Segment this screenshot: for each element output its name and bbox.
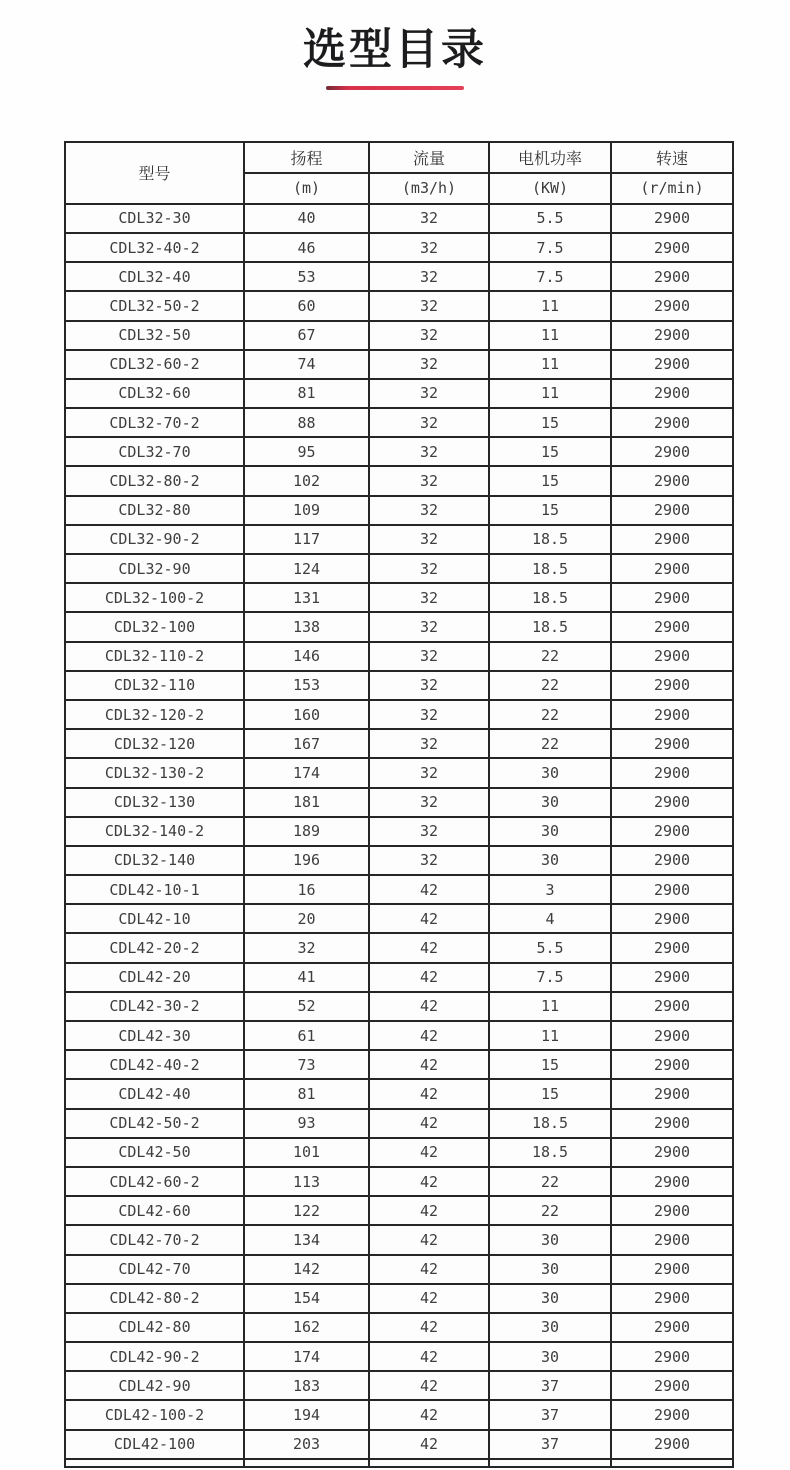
cell-power-kw: 11 (489, 291, 611, 320)
cell-flow-m3h: 42 (369, 963, 489, 992)
table-row (65, 1400, 733, 1429)
cell-power-kw: 11 (489, 1021, 611, 1050)
table-row (65, 612, 733, 641)
cell-empty (369, 1459, 489, 1467)
cell-power-kw: 11 (489, 992, 611, 1021)
cell-power-kw: 30 (489, 1342, 611, 1371)
cell-model: CDL32-120 (65, 729, 244, 758)
table-row (65, 1371, 733, 1400)
cell-model: CDL42-40 (65, 1079, 244, 1108)
cell-flow-m3h: 32 (369, 321, 489, 350)
table-row (65, 1342, 733, 1371)
pump-selection-table (64, 141, 734, 1468)
cell-power-kw: 7.5 (489, 963, 611, 992)
cell-flow-m3h: 32 (369, 758, 489, 787)
cell-power-kw: 30 (489, 788, 611, 817)
cell-model: CDL42-70 (65, 1255, 244, 1284)
cell-head-m: 189 (244, 817, 369, 846)
cell-head-m: 203 (244, 1430, 369, 1459)
table-row (65, 1430, 733, 1459)
cell-model: CDL32-90 (65, 554, 244, 583)
cell-model: CDL32-40-2 (65, 233, 244, 262)
cell-model: CDL32-60 (65, 379, 244, 408)
cell-model: CDL42-10-1 (65, 875, 244, 904)
table-header (65, 142, 733, 204)
table-row (65, 1225, 733, 1254)
cell-head-m: 160 (244, 700, 369, 729)
title-block (0, 0, 790, 90)
cell-flow-m3h: 32 (369, 583, 489, 612)
cell-model: CDL42-10 (65, 904, 244, 933)
cell-flow-m3h: 32 (369, 233, 489, 262)
cell-power-kw: 22 (489, 671, 611, 700)
cell-power-kw: 15 (489, 496, 611, 525)
cell-power-kw: 30 (489, 817, 611, 846)
cell-head-m: 194 (244, 1400, 369, 1429)
cell-head-m: 131 (244, 583, 369, 612)
cell-model: CDL42-50-2 (65, 1109, 244, 1138)
cell-flow-m3h: 32 (369, 846, 489, 875)
cell-power-kw: 18.5 (489, 525, 611, 554)
cell-head-m: 174 (244, 758, 369, 787)
table-row (65, 1284, 733, 1313)
cell-model: CDL42-20-2 (65, 933, 244, 962)
cell-flow-m3h: 42 (369, 992, 489, 1021)
table-row (65, 1196, 733, 1225)
cell-flow-m3h: 32 (369, 612, 489, 641)
cell-flow-m3h: 32 (369, 525, 489, 554)
cell-speed-rpm: 2900 (611, 1313, 733, 1342)
cell-power-kw: 4 (489, 904, 611, 933)
cell-power-kw: 18.5 (489, 554, 611, 583)
cell-model: CDL32-90-2 (65, 525, 244, 554)
column-header-speed: 转速 (611, 142, 733, 173)
cell-flow-m3h: 42 (369, 1021, 489, 1050)
cell-head-m: 101 (244, 1138, 369, 1167)
cell-head-m: 113 (244, 1167, 369, 1196)
cell-power-kw: 37 (489, 1430, 611, 1459)
cell-speed-rpm: 2900 (611, 1284, 733, 1313)
cell-head-m: 153 (244, 671, 369, 700)
cell-head-m: 117 (244, 525, 369, 554)
table-row (65, 963, 733, 992)
cell-model: CDL42-50 (65, 1138, 244, 1167)
cell-power-kw: 18.5 (489, 1138, 611, 1167)
column-unit-flow: (m3/h) (369, 173, 489, 204)
cell-flow-m3h: 32 (369, 642, 489, 671)
column-unit-power: (KW) (489, 173, 611, 204)
cell-power-kw: 5.5 (489, 204, 611, 233)
table-row (65, 204, 733, 233)
table-row (65, 817, 733, 846)
table-row (65, 233, 733, 262)
cell-head-m: 88 (244, 408, 369, 437)
cell-flow-m3h: 42 (369, 1342, 489, 1371)
cell-power-kw: 15 (489, 408, 611, 437)
cell-flow-m3h: 42 (369, 1225, 489, 1254)
cell-speed-rpm: 2900 (611, 846, 733, 875)
cell-model: CDL32-100-2 (65, 583, 244, 612)
cell-power-kw: 22 (489, 642, 611, 671)
table-row (65, 1021, 733, 1050)
cell-flow-m3h: 42 (369, 1400, 489, 1429)
cell-speed-rpm: 2900 (611, 817, 733, 846)
cell-head-m: 183 (244, 1371, 369, 1400)
cell-flow-m3h: 32 (369, 408, 489, 437)
table-row (65, 700, 733, 729)
column-unit-head: (m) (244, 173, 369, 204)
cell-head-m: 134 (244, 1225, 369, 1254)
table-row (65, 525, 733, 554)
cell-speed-rpm: 2900 (611, 204, 733, 233)
cell-model: CDL42-30-2 (65, 992, 244, 1021)
table-row (65, 788, 733, 817)
cell-model: CDL42-40-2 (65, 1050, 244, 1079)
table-row (65, 408, 733, 437)
cell-model: CDL42-100-2 (65, 1400, 244, 1429)
cell-head-m: 60 (244, 291, 369, 320)
title-underline-accent (326, 86, 464, 90)
cell-head-m: 167 (244, 729, 369, 758)
cell-head-m: 32 (244, 933, 369, 962)
table-row (65, 1167, 733, 1196)
cell-model: CDL32-130-2 (65, 758, 244, 787)
table-row (65, 875, 733, 904)
cell-speed-rpm: 2900 (611, 233, 733, 262)
cell-model: CDL42-60 (65, 1196, 244, 1225)
cell-speed-rpm: 2900 (611, 496, 733, 525)
cell-speed-rpm: 2900 (611, 1021, 733, 1050)
cell-head-m: 142 (244, 1255, 369, 1284)
cell-flow-m3h: 32 (369, 350, 489, 379)
cell-power-kw: 22 (489, 1196, 611, 1225)
cell-power-kw: 30 (489, 846, 611, 875)
cell-model: CDL32-140-2 (65, 817, 244, 846)
table-row (65, 496, 733, 525)
cell-head-m: 95 (244, 437, 369, 466)
cell-power-kw: 15 (489, 1050, 611, 1079)
cell-power-kw: 15 (489, 437, 611, 466)
cell-flow-m3h: 32 (369, 496, 489, 525)
cell-head-m: 73 (244, 1050, 369, 1079)
column-header-power: 电机功率 (489, 142, 611, 173)
cell-power-kw: 15 (489, 1079, 611, 1108)
cell-speed-rpm: 2900 (611, 875, 733, 904)
cell-head-m: 122 (244, 1196, 369, 1225)
table-row (65, 1050, 733, 1079)
cell-speed-rpm: 2900 (611, 904, 733, 933)
cell-flow-m3h: 42 (369, 1138, 489, 1167)
cell-head-m: 67 (244, 321, 369, 350)
cell-flow-m3h: 42 (369, 875, 489, 904)
cell-flow-m3h: 42 (369, 1079, 489, 1108)
cell-power-kw: 3 (489, 875, 611, 904)
cell-flow-m3h: 32 (369, 554, 489, 583)
cell-head-m: 162 (244, 1313, 369, 1342)
cell-head-m: 16 (244, 875, 369, 904)
cell-speed-rpm: 2900 (611, 1079, 733, 1108)
column-header-head: 扬程 (244, 142, 369, 173)
cell-flow-m3h: 32 (369, 204, 489, 233)
cell-empty (244, 1459, 369, 1467)
cell-model: CDL32-50 (65, 321, 244, 350)
cell-power-kw: 30 (489, 1225, 611, 1254)
cell-head-m: 102 (244, 466, 369, 495)
cell-speed-rpm: 2900 (611, 350, 733, 379)
table-row (65, 350, 733, 379)
table-row (65, 291, 733, 320)
cell-head-m: 138 (244, 612, 369, 641)
cell-speed-rpm: 2900 (611, 291, 733, 320)
cell-power-kw: 18.5 (489, 612, 611, 641)
cell-flow-m3h: 32 (369, 379, 489, 408)
cell-speed-rpm: 2900 (611, 788, 733, 817)
cell-head-m: 196 (244, 846, 369, 875)
cell-flow-m3h: 42 (369, 933, 489, 962)
cell-flow-m3h: 32 (369, 729, 489, 758)
cell-flow-m3h: 42 (369, 1109, 489, 1138)
cell-model: CDL32-80 (65, 496, 244, 525)
table-row (65, 379, 733, 408)
cell-speed-rpm: 2900 (611, 408, 733, 437)
cell-model: CDL32-120-2 (65, 700, 244, 729)
cell-model: CDL32-110-2 (65, 642, 244, 671)
table-row (65, 1313, 733, 1342)
cell-power-kw: 22 (489, 1167, 611, 1196)
table-row (65, 846, 733, 875)
cell-power-kw: 30 (489, 1284, 611, 1313)
cell-model: CDL32-30 (65, 204, 244, 233)
cell-flow-m3h: 32 (369, 788, 489, 817)
cell-speed-rpm: 2900 (611, 1196, 733, 1225)
cell-head-m: 41 (244, 963, 369, 992)
page-title: 选型目录 (303, 25, 487, 75)
cell-speed-rpm: 2900 (611, 671, 733, 700)
cell-flow-m3h: 42 (369, 1430, 489, 1459)
cell-head-m: 124 (244, 554, 369, 583)
table-row (65, 554, 733, 583)
cell-speed-rpm: 2900 (611, 992, 733, 1021)
cell-model: CDL42-100 (65, 1430, 244, 1459)
cell-model: CDL32-50-2 (65, 291, 244, 320)
cell-speed-rpm: 2900 (611, 700, 733, 729)
cell-speed-rpm: 2900 (611, 583, 733, 612)
cell-speed-rpm: 2900 (611, 758, 733, 787)
cell-model: CDL32-130 (65, 788, 244, 817)
cell-empty (65, 1459, 244, 1467)
cell-speed-rpm: 2900 (611, 1050, 733, 1079)
table-row (65, 642, 733, 671)
cell-flow-m3h: 42 (369, 1196, 489, 1225)
table-row (65, 1109, 733, 1138)
cell-flow-m3h: 42 (369, 904, 489, 933)
cell-model: CDL32-80-2 (65, 466, 244, 495)
cell-speed-rpm: 2900 (611, 1225, 733, 1254)
cell-model: CDL32-40 (65, 262, 244, 291)
cell-speed-rpm: 2900 (611, 963, 733, 992)
cell-model: CDL42-20 (65, 963, 244, 992)
cell-model: CDL42-90-2 (65, 1342, 244, 1371)
cell-speed-rpm: 2900 (611, 554, 733, 583)
table-row (65, 1138, 733, 1167)
table-row (65, 992, 733, 1021)
cell-flow-m3h: 32 (369, 700, 489, 729)
cell-speed-rpm: 2900 (611, 1138, 733, 1167)
cell-power-kw: 30 (489, 1255, 611, 1284)
cell-power-kw: 18.5 (489, 583, 611, 612)
cell-speed-rpm: 2900 (611, 379, 733, 408)
cell-speed-rpm: 2900 (611, 437, 733, 466)
cell-head-m: 61 (244, 1021, 369, 1050)
cell-flow-m3h: 42 (369, 1313, 489, 1342)
cell-speed-rpm: 2900 (611, 321, 733, 350)
cell-head-m: 181 (244, 788, 369, 817)
cell-flow-m3h: 32 (369, 671, 489, 700)
cell-flow-m3h: 42 (369, 1284, 489, 1313)
column-header-model: 型号 (65, 142, 244, 204)
cell-speed-rpm: 2900 (611, 262, 733, 291)
cell-empty (611, 1459, 733, 1467)
cell-speed-rpm: 2900 (611, 1342, 733, 1371)
cell-head-m: 81 (244, 379, 369, 408)
cell-speed-rpm: 2900 (611, 1255, 733, 1284)
cell-power-kw: 30 (489, 758, 611, 787)
cell-flow-m3h: 42 (369, 1167, 489, 1196)
cell-power-kw: 11 (489, 321, 611, 350)
cell-power-kw: 37 (489, 1371, 611, 1400)
column-header-flow: 流量 (369, 142, 489, 173)
cell-speed-rpm: 2900 (611, 1400, 733, 1429)
cell-head-m: 93 (244, 1109, 369, 1138)
table-row (65, 933, 733, 962)
cell-power-kw: 7.5 (489, 262, 611, 291)
cell-speed-rpm: 2900 (611, 1371, 733, 1400)
cell-speed-rpm: 2900 (611, 1167, 733, 1196)
cell-power-kw: 22 (489, 729, 611, 758)
cell-speed-rpm: 2900 (611, 1430, 733, 1459)
cell-power-kw: 11 (489, 379, 611, 408)
cell-flow-m3h: 42 (369, 1050, 489, 1079)
cell-power-kw: 7.5 (489, 233, 611, 262)
cell-power-kw: 5.5 (489, 933, 611, 962)
cell-model: CDL32-100 (65, 612, 244, 641)
table-row (65, 262, 733, 291)
cell-head-m: 20 (244, 904, 369, 933)
cell-power-kw: 30 (489, 1313, 611, 1342)
cell-head-m: 174 (244, 1342, 369, 1371)
cell-power-kw: 22 (489, 700, 611, 729)
cell-model: CDL32-140 (65, 846, 244, 875)
cell-speed-rpm: 2900 (611, 1109, 733, 1138)
cell-power-kw: 18.5 (489, 1109, 611, 1138)
table-row (65, 671, 733, 700)
table-row (65, 1079, 733, 1108)
cell-speed-rpm: 2900 (611, 729, 733, 758)
cell-flow-m3h: 42 (369, 1371, 489, 1400)
cell-speed-rpm: 2900 (611, 466, 733, 495)
cell-head-m: 40 (244, 204, 369, 233)
cell-head-m: 109 (244, 496, 369, 525)
cell-power-kw: 15 (489, 466, 611, 495)
cell-model: CDL32-70-2 (65, 408, 244, 437)
table-row (65, 904, 733, 933)
cell-model: CDL42-80-2 (65, 1284, 244, 1313)
cell-head-m: 81 (244, 1079, 369, 1108)
cell-flow-m3h: 32 (369, 437, 489, 466)
header-row-labels (65, 142, 733, 173)
table-row (65, 466, 733, 495)
table-row (65, 1255, 733, 1284)
cell-model: CDL42-30 (65, 1021, 244, 1050)
cell-model: CDL32-60-2 (65, 350, 244, 379)
cell-flow-m3h: 32 (369, 291, 489, 320)
cell-power-kw: 11 (489, 350, 611, 379)
cell-head-m: 74 (244, 350, 369, 379)
table-row (65, 583, 733, 612)
cell-head-m: 154 (244, 1284, 369, 1313)
cell-model: CDL32-110 (65, 671, 244, 700)
cell-head-m: 46 (244, 233, 369, 262)
cell-head-m: 146 (244, 642, 369, 671)
cell-flow-m3h: 32 (369, 262, 489, 291)
cell-model: CDL42-70-2 (65, 1225, 244, 1254)
cell-empty (489, 1459, 611, 1467)
cell-model: CDL42-80 (65, 1313, 244, 1342)
cell-model: CDL42-60-2 (65, 1167, 244, 1196)
table-row (65, 758, 733, 787)
column-unit-speed: (r/min) (611, 173, 733, 204)
cell-speed-rpm: 2900 (611, 612, 733, 641)
cell-power-kw: 37 (489, 1400, 611, 1429)
cell-head-m: 53 (244, 262, 369, 291)
cell-flow-m3h: 32 (369, 466, 489, 495)
cell-model: CDL42-90 (65, 1371, 244, 1400)
table-row (65, 437, 733, 466)
cell-speed-rpm: 2900 (611, 525, 733, 554)
table-row (65, 321, 733, 350)
cell-speed-rpm: 2900 (611, 933, 733, 962)
cell-flow-m3h: 42 (369, 1255, 489, 1284)
cell-speed-rpm: 2900 (611, 642, 733, 671)
table-row-partial (65, 1459, 733, 1467)
cell-flow-m3h: 32 (369, 817, 489, 846)
table-body (65, 204, 733, 1467)
table-row (65, 729, 733, 758)
cell-model: CDL32-70 (65, 437, 244, 466)
cell-head-m: 52 (244, 992, 369, 1021)
